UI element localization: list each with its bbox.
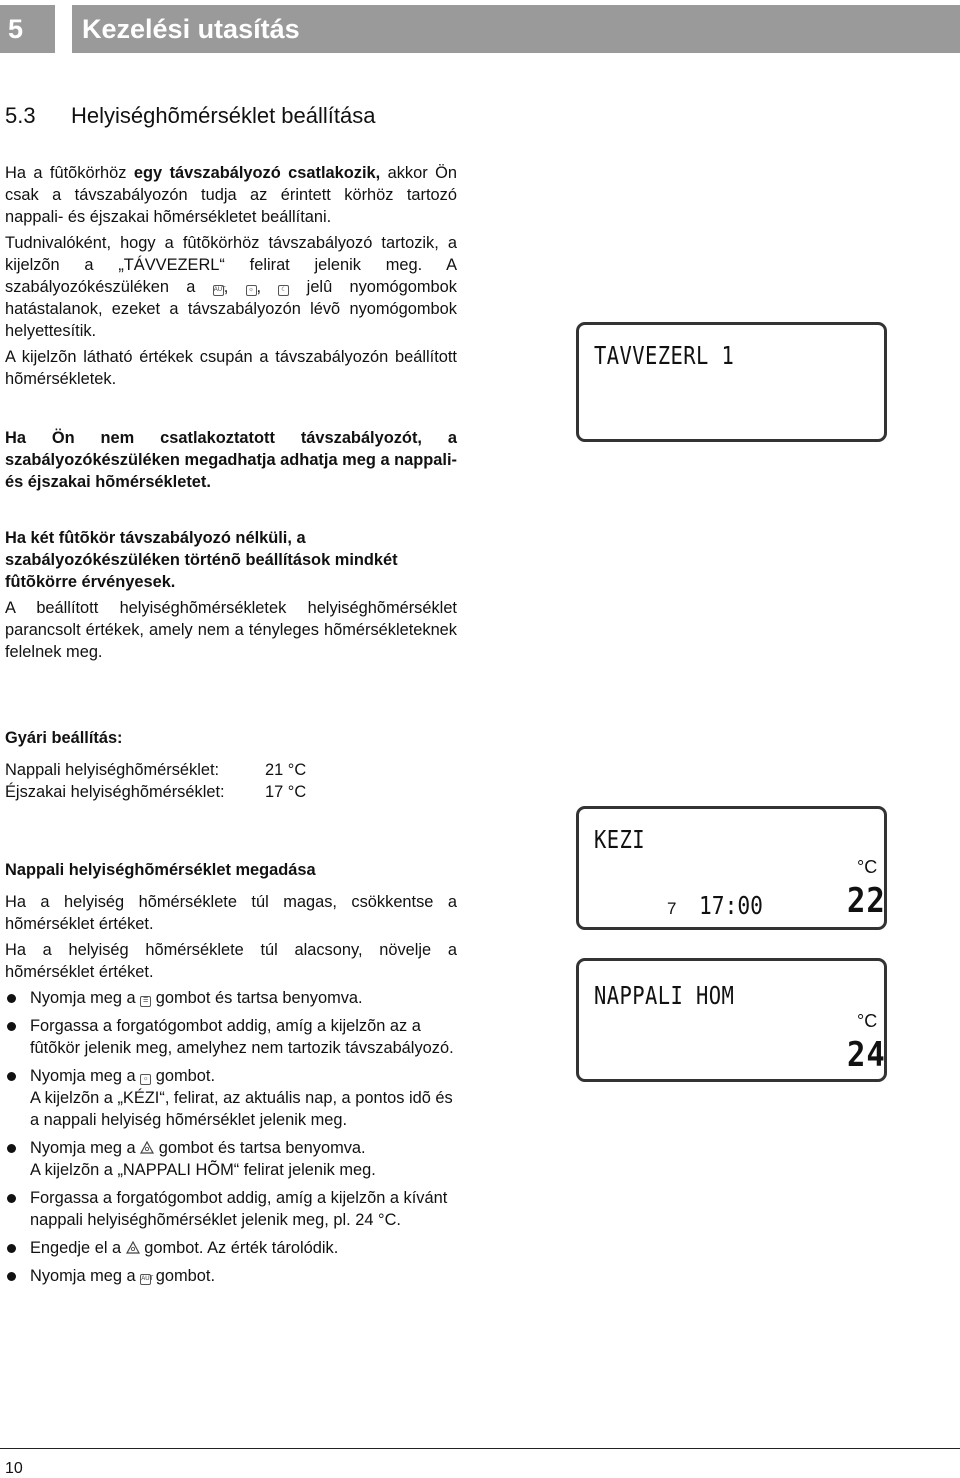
bold-note-2: Ha két fûtõkör távszabályozó nélküli, a szabályozókészüléken történõ beállítások mindkét fûtõkörre érvényesek. [5, 529, 398, 591]
aut-button-icon: AUT [213, 285, 224, 296]
day-setting-p1: Ha a helyiség hõmérséklete túl magas, csökkentse a hõmérséklet értéket. [5, 893, 457, 933]
day-temp-button-icon [140, 1141, 154, 1154]
step-4: Nyomja meg a gombot és tartsa benyomva. A kijelzõn a „NAPPALI HÕM“ felirat jelenik meg. [5, 1137, 457, 1181]
step-3: Nyomja meg a ☼ gombot. A kijelzõn a „KÉZI“, felirat, az aktuális nap, a pontos idõ és a nappali helyiség hõmérséklet jelenik meg. [5, 1065, 457, 1131]
day-temp-display [576, 958, 887, 1082]
day-temp-display-unit: °C [857, 1011, 878, 1031]
intro-paragraph-3: A kijelzõn látható értékek csupán a távszabályozón beállított hõmérsékletek. [5, 348, 457, 388]
step-6: Engedje el a gombot. Az érték tárolódik. [5, 1237, 457, 1259]
step-5: Forgassa a forgatógombot addig, amíg a kijelzõn a kívánt nappali helyiséghõmérséklet jelenik meg, pl. 24 °C. [5, 1187, 457, 1231]
manual-display-day: 7 [667, 899, 677, 918]
manual-display-temp: 22 [847, 881, 886, 921]
day-setting-instructions [5, 859, 457, 1293]
factory-night-label: Éjszakai helyiséghõmérséklet: [5, 783, 225, 801]
sun-button-icon: ☼ [140, 1074, 151, 1085]
step-2: Forgassa a forgatógombot addig, amíg a kijelzõn az a fûtõkör jelenik meg, amelyhez nem tartozik távszabályozó. [5, 1015, 457, 1059]
factory-night-value: 17 °C [265, 783, 307, 801]
intro-paragraph-1: Ha a fûtõkörhöz egy távszabályozó csatlakozik, akkor Ön csak a távszabályozón tudja az érintett körhöz tartozó nappali- és éjszakai hõmérsékletet beállítani. [5, 164, 457, 226]
factory-day-label: Nappali helyiséghõmérséklet: [5, 761, 220, 779]
manual-display-text: KEZI [594, 825, 646, 854]
step-list [5, 987, 457, 1287]
day-setting-p2: Ha a helyiség hõmérséklete túl alacsony, növelje a hõmérséklet értéket. [5, 941, 457, 981]
section-number: 5.3 [5, 103, 36, 128]
menu-button-icon: ☰ [140, 996, 151, 1007]
aut-button-icon: AUT [140, 1274, 151, 1285]
day-temp-button-icon [126, 1241, 140, 1254]
factory-settings [5, 727, 457, 803]
factory-day-value: 21 °C [265, 761, 307, 779]
sun-button-icon: ☼ [246, 285, 257, 296]
intro-text [5, 162, 457, 390]
setpoint-note: A beállított helyiséghõmérsékletek helyiséghõmérséklet parancsolt értékek, amely nem a tényleges hõmérsékleteknek felelnek meg. [5, 599, 457, 661]
two-circuit-note [5, 527, 457, 663]
manual-display-unit: °C [857, 857, 878, 877]
chapter-title: Kezelési utasítás [72, 5, 960, 53]
no-remote-note [5, 427, 457, 493]
day-setting-heading: Nappali helyiséghõmérséklet megadása [5, 861, 316, 879]
intro-paragraph-2: Tudnivalóként, hogy a fûtõkörhöz távszabályozó tartozik, a kijelzõn a „TÁVVEZERL“ felirat jelenik meg. A szabályozókészüléken a AUT, ☼ , ☾ jelû nyomógombok hatástalanok, ezeket a távszabályozón lévõ nyomógombok helyettesítik. [5, 234, 457, 340]
factory-night-row [5, 781, 457, 803]
remote-display [576, 322, 887, 442]
page-number: 10 [5, 1460, 23, 1477]
step-7: Nyomja meg a AUT gombot. [5, 1265, 457, 1287]
manual-display [576, 806, 887, 930]
chapter-number: 5 [0, 5, 55, 53]
manual-display-time: 17:00 [699, 891, 763, 920]
moon-button-icon: ☾ [278, 285, 289, 296]
factory-heading: Gyári beállítás: [5, 729, 123, 747]
bold-note-1: Ha Ön nem csatlakoztatott távszabályozót, a szabályozókészüléken megadhatja adhatja meg a nappali- és éjszakai hõmérsékletet. [5, 429, 457, 491]
footer-rule [0, 1448, 960, 1449]
section-title-text: Helyiséghõmérséklet beállítása [71, 103, 376, 128]
day-temp-display-text: NAPPALI HOM [594, 981, 735, 1010]
remote-display-text: TAVVEZERL 1 [594, 341, 735, 370]
step-1: Nyomja meg a ☰ gombot és tartsa benyomva. [5, 987, 457, 1009]
section-title [5, 103, 376, 129]
day-temp-display-temp: 24 [847, 1035, 886, 1075]
factory-day-row [5, 759, 457, 781]
